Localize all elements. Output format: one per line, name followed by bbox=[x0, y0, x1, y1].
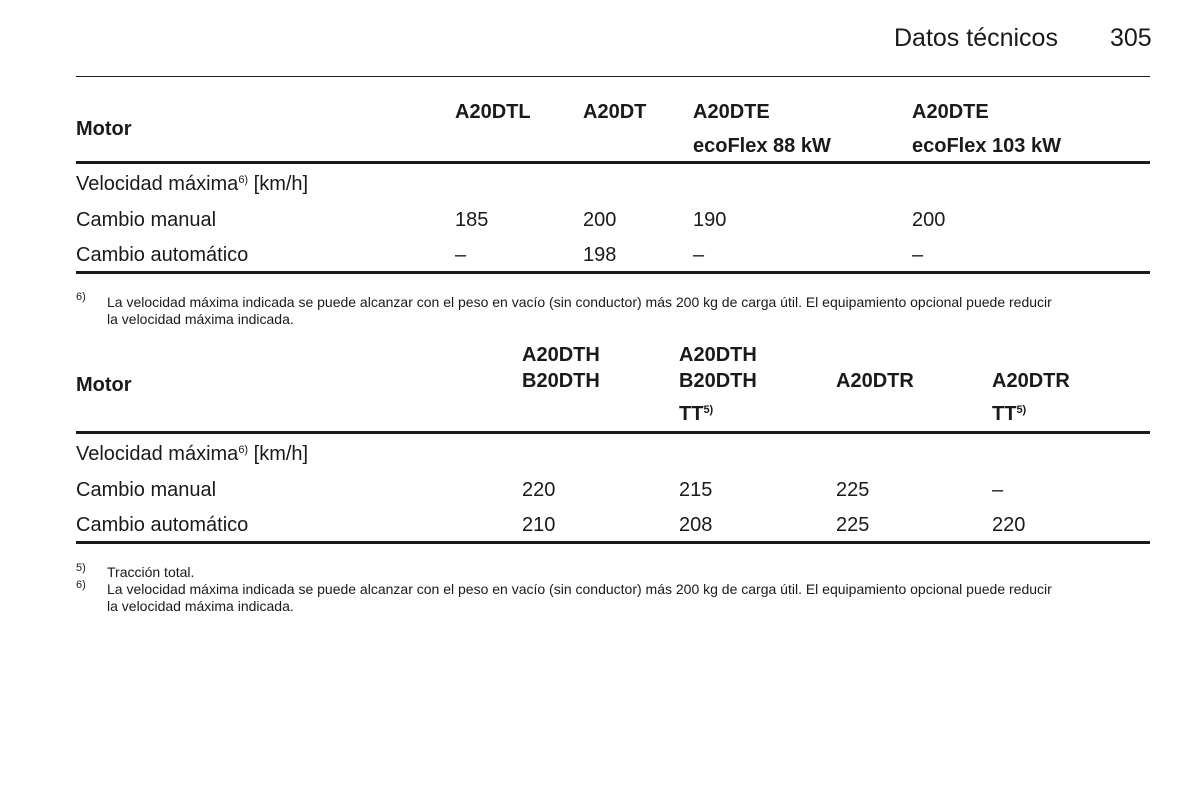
tt-text: TT bbox=[679, 403, 704, 425]
motor-header-label: Motor bbox=[76, 374, 132, 396]
table-cell: 215 bbox=[679, 479, 713, 501]
footnote-mark: 6) bbox=[76, 579, 86, 591]
table-cell: 185 bbox=[455, 209, 489, 231]
footnote-mark: 6) bbox=[76, 291, 86, 303]
column-header-a20dte-103-variant: ecoFlex 103 kW bbox=[912, 135, 1061, 157]
table-bottom-divider bbox=[76, 271, 1150, 274]
column-header-tt-suffix bbox=[992, 403, 1026, 426]
speed-unit: [km/h] bbox=[248, 173, 309, 195]
table-cell: 200 bbox=[583, 209, 617, 231]
column-header-b20dth: B20DTH bbox=[522, 370, 600, 392]
footnote-ref: 6) bbox=[238, 444, 249, 456]
table-cell: – bbox=[693, 244, 705, 266]
row-label: Cambio automático bbox=[76, 244, 249, 266]
footnote-ref: 6) bbox=[238, 174, 249, 186]
table-cell: 208 bbox=[679, 514, 713, 536]
speed-unit: [km/h] bbox=[248, 443, 309, 465]
table-cell: 225 bbox=[836, 479, 870, 501]
footnote-text: La velocidad máxima indicada se puede alcanzar con el peso en vacío (sin conductor) más 200 kg de carga útil. El equipamiento opcional puede reducir bbox=[107, 294, 1052, 310]
table-header-divider bbox=[76, 161, 1150, 164]
table-cell: 210 bbox=[522, 514, 556, 536]
header-divider bbox=[76, 76, 1150, 77]
row-label: Cambio manual bbox=[76, 209, 217, 231]
row-label: Cambio manual bbox=[76, 479, 217, 501]
speed-row-label bbox=[76, 173, 308, 196]
footnote-text-continued: la velocidad máxima indicada. bbox=[107, 311, 294, 327]
column-header-a20dth-tt: A20DTH bbox=[679, 344, 757, 366]
page-title: Datos técnicos bbox=[894, 24, 1058, 52]
footnote-text: La velocidad máxima indicada se puede alcanzar con el peso en vacío (sin conductor) más 200 kg de carga útil. El equipamiento opcional puede reducir bbox=[107, 581, 1052, 597]
footnote-mark: 5) bbox=[76, 562, 86, 574]
row-label: Cambio automático bbox=[76, 514, 249, 536]
page-number: 305 bbox=[1110, 24, 1152, 52]
footnote-ref: 5) bbox=[1016, 404, 1027, 416]
column-header-a20dt: A20DT bbox=[583, 101, 647, 123]
column-header-a20dte-103: A20DTE bbox=[912, 101, 989, 123]
table-cell: 225 bbox=[836, 514, 870, 536]
motor-header-label: Motor bbox=[76, 118, 132, 140]
table-bottom-divider bbox=[76, 541, 1150, 544]
column-header-a20dtl: A20DTL bbox=[455, 101, 531, 123]
table-cell: 190 bbox=[693, 209, 727, 231]
column-header-b20dth-tt: B20DTH bbox=[679, 370, 757, 392]
table-cell: 200 bbox=[912, 209, 946, 231]
table-cell: – bbox=[992, 479, 1004, 501]
footnote-text-continued: la velocidad máxima indicada. bbox=[107, 598, 294, 614]
speed-label-text: Velocidad máxima bbox=[76, 443, 239, 465]
footnote-ref: 5) bbox=[703, 404, 714, 416]
table-cell: – bbox=[912, 244, 924, 266]
column-header-a20dte-88: A20DTE bbox=[693, 101, 770, 123]
table-cell: 220 bbox=[992, 514, 1026, 536]
column-header-a20dtr-tt: A20DTR bbox=[992, 370, 1070, 392]
tt-text: TT bbox=[992, 403, 1017, 425]
column-header-a20dth: A20DTH bbox=[522, 344, 600, 366]
speed-row-label bbox=[76, 443, 308, 466]
column-header-a20dte-88-variant: ecoFlex 88 kW bbox=[693, 135, 831, 157]
column-header-tt-suffix bbox=[679, 403, 713, 426]
footnote-text: Tracción total. bbox=[107, 564, 195, 580]
speed-label-text: Velocidad máxima bbox=[76, 173, 239, 195]
column-header-a20dtr: A20DTR bbox=[836, 370, 914, 392]
table-cell: 198 bbox=[583, 244, 617, 266]
table-header-divider bbox=[76, 431, 1150, 434]
table-cell: 220 bbox=[522, 479, 556, 501]
table-cell: – bbox=[455, 244, 467, 266]
